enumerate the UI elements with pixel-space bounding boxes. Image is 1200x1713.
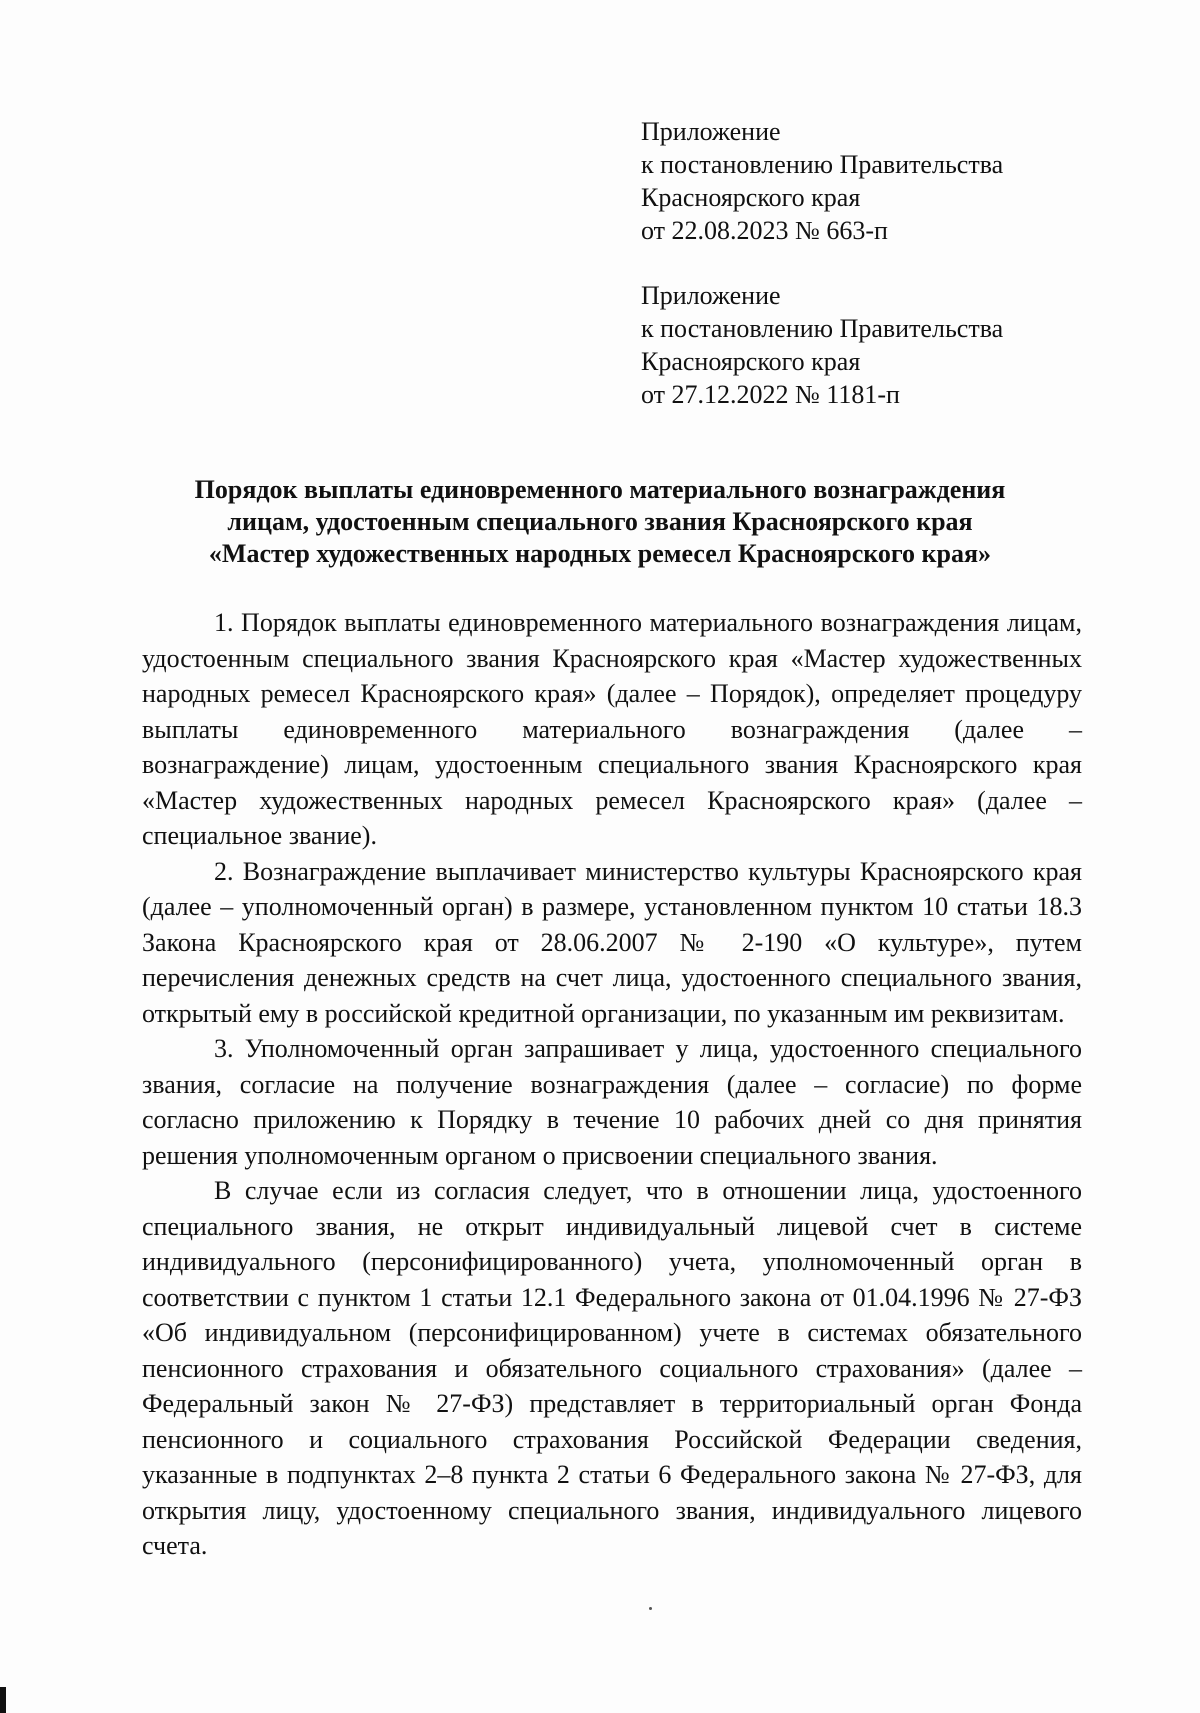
- title-line-2: лицам, удостоенным специального звания Красноярского края: [227, 507, 973, 536]
- approval-to: к постановлению Правительства: [641, 150, 1004, 179]
- document-body: [142, 605, 1082, 1564]
- paragraph-2: 2. Вознаграждение выплачивает министерство культуры Красноярского края (далее – уполномоченный орган) в размере, установленном пунктом 10 статьи 18.3 Закона Красноярского края от 28.06.2007 № 2-190 «О культуре», путем перечисления денежных средств на счет лица, удостоенного специального звания, открытый ему в российской кредитной организации, по указанным им реквизитам.: [142, 856, 1082, 1028]
- approval-date-number: от 27.12.2022 № 1181-п: [641, 380, 900, 409]
- paragraph-3: 3. Уполномоченный орган запрашивает у лица, удостоенного специального звания, согласие на получение вознаграждения (далее – согласие) по форме согласно приложению к Порядку в течение 10 рабочих дней со дня принятия решения уполномоченным органом о присвоении специального звания.: [142, 1034, 1082, 1170]
- scan-edge-mark: [0, 1687, 6, 1713]
- approval-region: Красноярского края: [641, 347, 861, 376]
- approval-date-number: от 22.08.2023 № 663-п: [641, 216, 888, 245]
- title-line-1: Порядок выплаты единовременного материального вознаграждения: [194, 475, 1006, 504]
- approval-label: Приложение: [641, 281, 781, 310]
- approval-to: к постановлению Правительства: [641, 314, 1004, 343]
- title-line-3: «Мастер художественных народных ремесел Красноярского края»: [208, 539, 992, 568]
- approval-region: Красноярского края: [641, 183, 861, 212]
- approval-label: Приложение: [641, 117, 781, 146]
- paragraph-3-continuation: В случае если из согласия следует, что в отношении лица, удостоенного специального звания, не открыт индивидуальный лицевой счет в системе индивидуального (персонифицированного) учета, уполномоченный орган в соответствии с пунктом 1 статьи 12.1 Федерального закона от 01.04.1996 № 27-ФЗ «Об индивидуальном (персонифицированном) учете в системах обязательного пенсионного страхования и обязательного социального страхования» (далее – Федеральный закон № 27-ФЗ) представляет в территориальный орган Фонда пенсионного и социального страхования Российской Федерации сведения, указанные в подпунктах 2–8 пункта 2 статьи 6 Федерального закона № 27-ФЗ, для открытия лицу, удостоенному специального звания, индивидуального лицевого счета.: [142, 1176, 1082, 1560]
- scan-dot: [649, 1607, 652, 1610]
- paragraph-1: 1. Порядок выплаты единовременного материального вознаграждения лицам, удостоенным специального звания Красноярского края «Мастер художественных народных ремесел Красноярского края» (далее – Порядок), определяет процедуру выплаты единовременного материального вознаграждения (далее – вознаграждение) лицам, удостоенным специального звания Красноярского края «Мастер художественных народных ремесел Красноярского края» (далее – специальное звание).: [142, 608, 1082, 850]
- approval-block-original: [641, 279, 1081, 411]
- approval-block-current: [641, 115, 1081, 247]
- document-title: [120, 474, 1080, 570]
